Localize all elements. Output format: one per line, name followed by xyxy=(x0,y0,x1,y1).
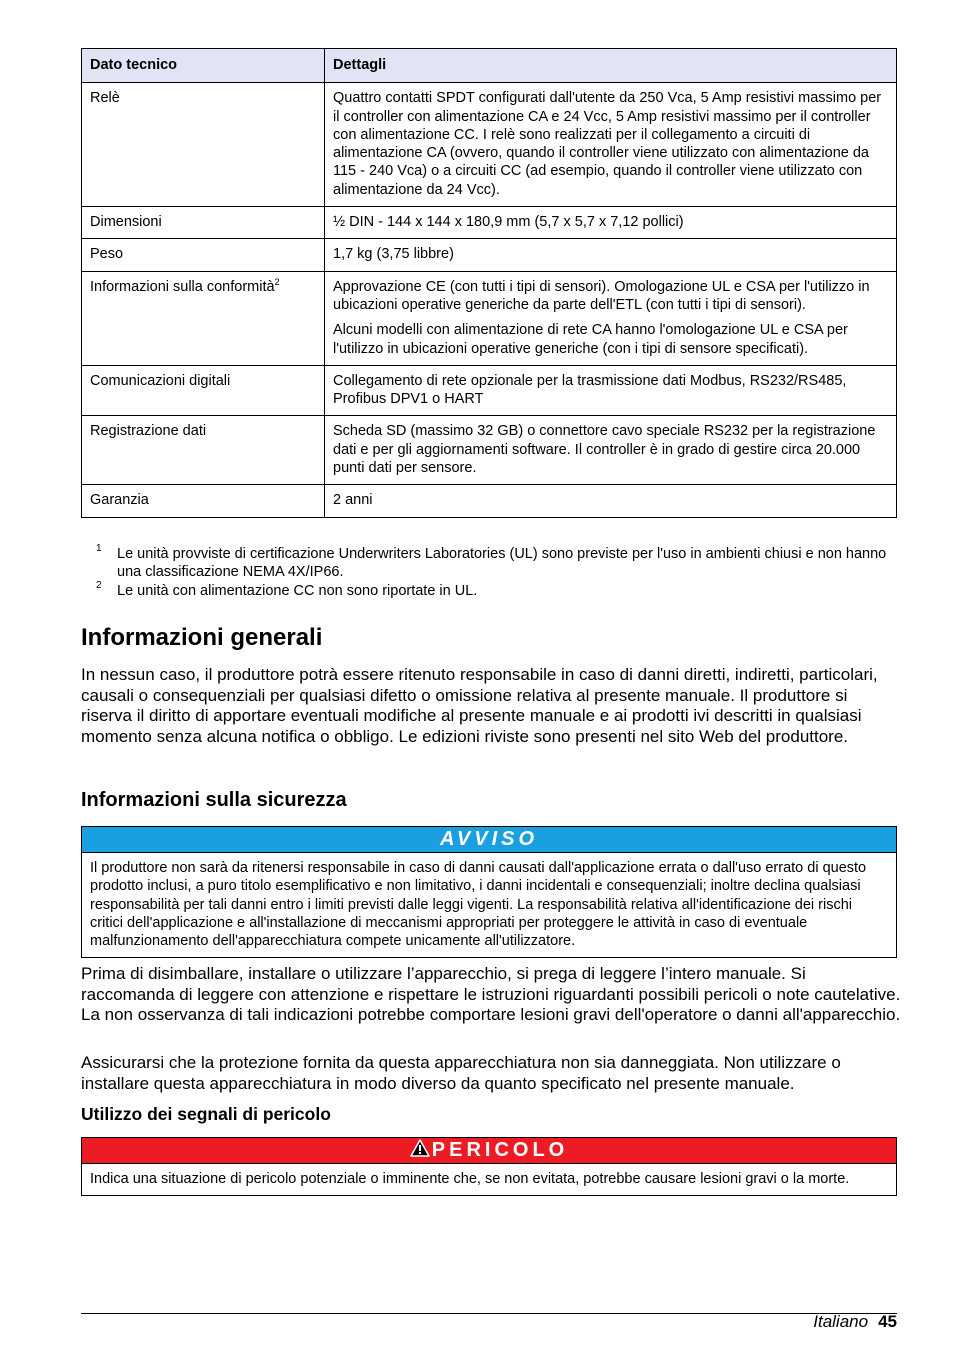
hazard-signals-heading: Utilizzo dei segnali di pericolo xyxy=(81,1104,331,1124)
danger-box xyxy=(81,1137,897,1196)
row-details xyxy=(325,207,897,239)
column-header-details: Dettagli xyxy=(325,49,897,83)
detail-text: 1,7 kg (3,75 libbre) xyxy=(333,246,454,263)
table-row xyxy=(82,271,897,365)
warning-triangle-icon xyxy=(410,1139,430,1157)
row-details xyxy=(325,365,897,416)
general-info-paragraph: In nessun caso, il produttore potrà essere ritenuto responsabile in caso di danni diretti, indiretti, particolari, causali o consequenziali per qualsiasi difetto o omissione relativa al presente manuale. Il produttore si riserva il diritto di apportare eventuali modifiche al presente manuale e ai prodotti ivi descritti in qualsiasi momento senza alcuna notifica o obbligo. Le edizioni riviste sono presenti nel sito Web del produttore. xyxy=(81,665,878,746)
footnote xyxy=(96,579,896,600)
danger-text: Indica una situazione di pericolo potenziale o imminente che, se non evitata, potrebbe causare lesioni gravi o la morte. xyxy=(90,1171,850,1187)
table-row xyxy=(82,485,897,517)
page-footer xyxy=(813,1312,897,1332)
safety-paragraph-1: Prima di disimballare, installare o utilizzare l’apparecchio, si prega di leggere l’intero manuale. Si raccomanda di leggere con attenzione e rispettare le istruzioni riguardanti possibili pericoli o note cautelative. La non osservanza di tali indicazioni potrebbe comportare lesioni gravi dell'operatore o danni all'apparecchio. xyxy=(81,964,901,1025)
footnote-number: 2 xyxy=(96,579,102,591)
danger-header xyxy=(82,1138,896,1164)
footnote xyxy=(96,545,896,582)
safety-info-heading: Informazioni sulla sicurezza xyxy=(81,789,347,811)
row-label: Comunicazioni digitali xyxy=(82,365,325,416)
footnote-reference: 2 xyxy=(274,276,280,287)
detail-text: Quattro contatti SPDT configurati dall'utente da 250 Vca, 5 Amp resistivi massimo per il controller con alimentazione CA e 24 Vcc, 5 Amp resistivi massimo per il controller con alimentazione CC. I relè sono realizzati per il collegamento a circuiti di alimentazione CA (ovvero, quando il controller viene utilizzato con alimentazione da 115 - 240 Vca) o a circuiti CC (ad esempio, quando il controller viene utilizzato con alimentazione da 24 Vcc). xyxy=(333,90,882,198)
detail-text: Approvazione CE (con tutti i tipi di sensori). Omologazione UL e CSA per l'utilizzo in ubicazioni operative generiche da parte dell'ETL (con tutti i tipi di sensori). xyxy=(333,278,870,313)
detail-text: ½ DIN - 144 x 144 x 180,9 mm (5,7 x 5,7 x 7,12 pollici) xyxy=(333,214,684,231)
column-header-spec: Dato tecnico xyxy=(82,49,325,83)
row-details xyxy=(325,83,897,207)
notice-text: Il produttore non sarà da ritenersi responsabile in caso di danni causati dall'applicazione errata o dall'uso errato di questo prodotto inclusi, a puro titolo esemplificativo e non limitativo, i danni incidentali e consequenziali; inoltre declina qualsiasi responsabilità per tali danni entro i limiti previsti dalle leggi vigenti. La responsabilità relativa all'identificazione dei rischi critici dell'applicazione e all'installazione di meccanismi appropriati per proteggere le attività in caso di eventuale malfunzionamento dell'apparecchiatura compete unicamente all'utilizzatore. xyxy=(90,860,867,950)
page-number: 45 xyxy=(878,1312,897,1331)
footnote-number: 1 xyxy=(96,543,102,554)
table-row xyxy=(82,365,897,416)
row-label-text: Informazioni sulla conformità xyxy=(90,278,275,295)
row-details xyxy=(325,271,897,365)
row-label xyxy=(82,271,325,365)
footer-divider xyxy=(81,1313,897,1314)
notice-header: AVVISO xyxy=(82,827,896,853)
specifications-table xyxy=(81,48,897,518)
table-row xyxy=(82,207,897,239)
footnotes xyxy=(96,545,896,600)
footer-language: Italiano xyxy=(813,1312,869,1331)
table-row xyxy=(82,416,897,485)
detail-text: Alcuni modelli con alimentazione di rete CA hanno l'omologazione UL e CSA per l'utilizzo in ubicazioni operative generiche (con i tipi di sensore specificati). xyxy=(333,322,848,357)
footnote-text: Le unità con alimentazione CC non sono riportate in UL. xyxy=(117,582,478,599)
row-label: Peso xyxy=(82,239,325,271)
table-row xyxy=(82,83,897,207)
detail-text: Scheda SD (massimo 32 GB) o connettore cavo speciale RS232 per la registrazione dati e per gli aggiornamenti software. Il controller è in grado di gestire circa 20.000 punti dati per sensore. xyxy=(333,423,876,477)
row-details xyxy=(325,485,897,517)
row-details xyxy=(325,239,897,271)
detail-text: Collegamento di rete opzionale per la trasmissione dati Modbus, RS232/RS485, Profibus DPV1 o HART xyxy=(333,372,847,408)
row-label: Relè xyxy=(82,83,325,207)
row-details xyxy=(325,416,897,485)
danger-label: PERICOLO xyxy=(431,1139,569,1161)
row-label: Dimensioni xyxy=(82,207,325,239)
row-label: Registrazione dati xyxy=(82,416,325,485)
footnote-text: Le unità provviste di certificazione Underwriters Laboratories (UL) sono previste per l'uso in ambienti chiusi e non hanno una classificazione NEMA 4X/IP66. xyxy=(117,546,887,581)
general-info-heading: Informazioni generali xyxy=(81,624,323,651)
detail-text: 2 anni xyxy=(333,492,373,509)
notice-box xyxy=(81,826,897,958)
table-row xyxy=(82,239,897,271)
table-header-row xyxy=(82,49,897,83)
safety-paragraph-2: Assicurarsi che la protezione fornita da questa apparecchiatura non sia danneggiata. Non utilizzare o installare questa apparecchiatura in modo diverso da quanto specificato nel presente manuale. xyxy=(81,1053,841,1093)
row-label: Garanzia xyxy=(82,485,325,517)
